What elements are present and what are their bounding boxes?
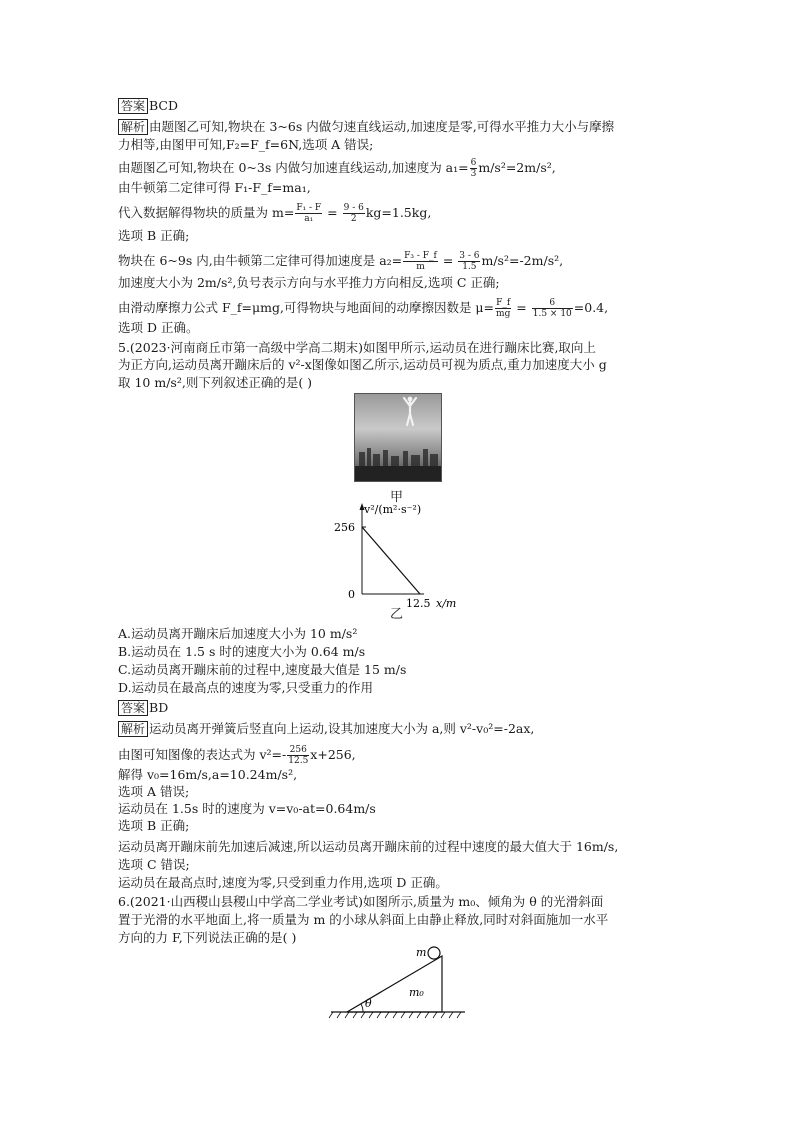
- q5-stem-line-3: 取 10 m/s²,则下列叙述正确的是( ): [118, 375, 313, 390]
- ball-mass-label: m: [416, 946, 427, 959]
- wedge-mass-label: m₀: [409, 986, 424, 999]
- q5-option-b: B.运动员在 1.5 s 时的速度大小为 0.64 m/s: [118, 644, 366, 659]
- q4-analysis-line-1: 解析 由题图乙可知,物块在 3~6s 内做匀速直线运动,加速度是零,可得水平推力大小与摩擦: [118, 119, 614, 135]
- q5-analysis-line-4: 选项 A 错误;: [118, 784, 190, 799]
- q6-stem-line-2: 置于光滑的水平地面上,将一质量为 m 的小球从斜面上由静止释放,同时对斜面施加一水平: [118, 912, 609, 927]
- q5-analysis-line-8: 选项 C 错误;: [118, 857, 190, 872]
- q4-answer: BCD: [149, 98, 179, 113]
- q5-option-a: A.运动员离开蹦床后加速度大小为 10 m/s²: [118, 626, 358, 641]
- q5-analysis-line-2: 由图可知图像的表达式为 v²=- $\frac{256}{12.5}$ x+256,: [118, 745, 356, 766]
- q4-analysis-line-2: 力相等,由图甲可知,F₂=F_f=6N,选项 A 错误;: [118, 137, 374, 152]
- q5-stem-line-2: 为正方向,运动员离开蹦床后的 v²-x图像如图乙所示,运动员可视为质点,重力加速度大小 g: [118, 357, 607, 372]
- q4-answer-line: [118, 98, 178, 114]
- q5-answer: BD: [149, 700, 169, 715]
- q4-analysis-line-7: 物块在 6~9s 内,由牛顿第二定律可得加速度是 a₂= $\frac{\text{F₃ - F\_f}}{m}$ = $\frac{3 - 6}{1.5}$ m/s²=-2m/s²,: [118, 251, 564, 272]
- figure-yi-caption: 乙: [390, 607, 404, 622]
- analysis-tag: 解析: [118, 721, 148, 737]
- y-tick-label: 256: [334, 521, 355, 534]
- q5-analysis-line-6: 选项 B 正确;: [118, 818, 190, 833]
- q4-analysis-line-3: 由题图乙可知,物块在 0~3s 内做匀加速直线运动,加速度为 a₁= $\frac{6}{3}$ m/s²=2m/s²,: [118, 158, 556, 179]
- incline-wedge: [347, 956, 442, 1012]
- q5-analysis-line-5: 运动员在 1.5s 时的速度为 v=v₀-at=0.64m/s: [118, 801, 376, 816]
- trampoline-photo: [354, 393, 442, 482]
- trampoline-photo-art: [355, 394, 441, 481]
- x-axis-label: x/m: [436, 597, 457, 610]
- q4-analysis-line-4: 由牛顿第二定律可得 F₁-F_f=ma₁,: [118, 180, 311, 195]
- angle-arc: [361, 1004, 363, 1012]
- answer-tag: 答案: [118, 98, 148, 114]
- q6-stem-line-3: 方向的力 F,下列说法正确的是( ): [118, 930, 297, 945]
- answer-tag: 答案: [118, 700, 148, 716]
- ground-hatching: [329, 1012, 461, 1018]
- q4-analysis-line-9: 由滑动摩擦力公式 F_f=μmg,可得物块与地面间的动摩擦因数是 μ= $\frac{F\_f}{mg}$ = $\frac{6}{1.5 \times 10}$ =0.4,: [118, 298, 609, 319]
- q4-analysis-line-6: 选项 B 正确;: [118, 228, 190, 243]
- q5-analysis-line-9: 运动员在最高点时,速度为零,只受到重力作用,选项 D 正确。: [118, 875, 448, 890]
- q5-answer-line: [118, 700, 168, 716]
- figure-jia-caption: 甲: [390, 490, 404, 505]
- q5-analysis-line-7: 运动员离开蹦床前先加速后减速,所以运动员离开蹦床前的过程中速度的最大值大于 16m/s,: [118, 839, 619, 854]
- incline-diagram: [325, 940, 470, 1020]
- q5-option-d: D.运动员在最高点的速度为零,只受重力的作用: [118, 680, 374, 695]
- q4-analysis-line-10: 选项 D 正确。: [118, 320, 199, 335]
- y-axis-label: v²/(m²·s⁻²): [364, 503, 422, 516]
- analysis-tag: 解析: [118, 119, 148, 135]
- q5-stem-line-1: 5.(2023·河南商丘市第一高级中学高二期末)如图甲所示,运动员在进行蹦床比赛,取向上: [118, 340, 596, 355]
- origin-label: 0: [348, 588, 355, 601]
- q5-option-c: C.运动员离开蹦床前的过程中,速度最大值是 15 m/s: [118, 662, 407, 677]
- q4-analysis-line-8: 加速度大小为 2m/s²,负号表示方向与水平推力方向相反,选项 C 正确;: [118, 275, 500, 290]
- q4-analysis-line-5: 代入数据解得物块的质量为 m= $\frac{\text{F₁ - F}}{\text{a₁}}$ = $\frac{9 - 6}{2}$ kg=1.5kg,: [118, 203, 432, 224]
- v2-x-graph: [318, 500, 478, 618]
- q5-analysis-line-3: 解得 v₀=16m/s,a=10.24m/s²,: [118, 767, 298, 782]
- x-tick-label: 12.5: [406, 597, 431, 610]
- q5-analysis-line-1: 解析 运动员离开弹簧后竖直向上运动,设其加速度大小为 a,则 v²-v₀²=-2ax,: [118, 721, 534, 737]
- theta-label: θ: [365, 997, 372, 1010]
- v2-x-line: [362, 527, 420, 594]
- ball: [428, 947, 440, 959]
- q6-stem-line-1: 6.(2021·山西稷山县稷山中学高二学业考试)如图所示,质量为 m₀、倾角为 θ 的光滑斜面: [118, 894, 604, 909]
